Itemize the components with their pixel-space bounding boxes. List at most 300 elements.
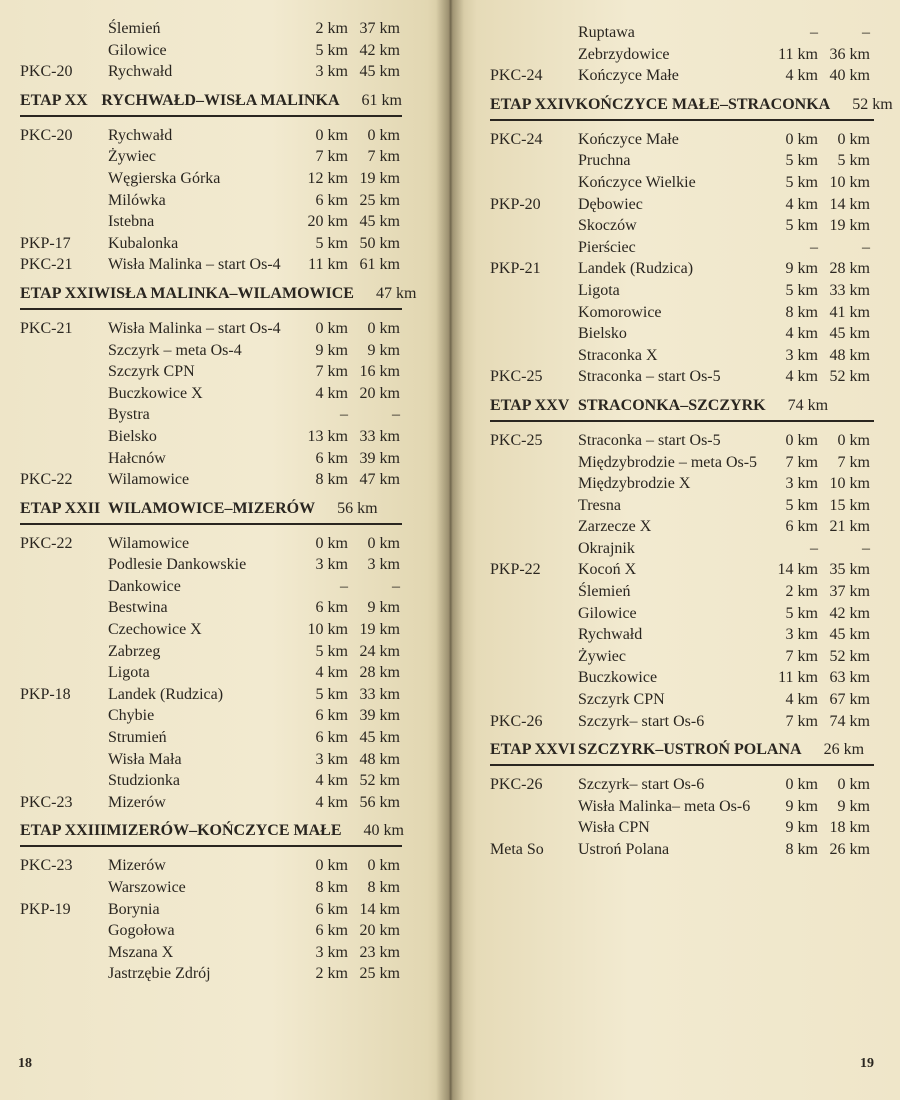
location-name: Kończyce Małe: [578, 67, 679, 85]
segment-distance: 3 km: [315, 63, 348, 81]
location-name: Bielsko: [578, 325, 627, 343]
segment-distance: 9 km: [785, 819, 818, 837]
checkpoint-code: PKP-17: [20, 234, 71, 252]
cumulative-distance: 56 km: [359, 793, 400, 811]
checkpoint-code: PKC-25: [490, 431, 543, 449]
route-row: [490, 280, 882, 302]
segment-distance: 4 km: [315, 772, 348, 790]
route-row: [20, 61, 436, 83]
cumulative-distance: 7 km: [367, 148, 400, 166]
segment-distance: 2 km: [315, 965, 348, 983]
location-name: Rychwałd: [578, 626, 643, 644]
location-name: Borynia: [108, 900, 160, 918]
route-row: [20, 40, 436, 62]
location-name: Ustroń Polana: [578, 841, 670, 858]
cumulative-distance: 8 km: [367, 879, 400, 896]
cumulative-distance: 0 km: [837, 776, 870, 794]
cumulative-distance: 5 km: [837, 152, 870, 170]
cumulative-distance: 0 km: [837, 130, 870, 148]
stage-route: RYCHWAŁD–WISŁA MALINKA: [101, 91, 340, 109]
segment-distance: 0 km: [315, 126, 348, 144]
route-row: [20, 383, 436, 405]
cumulative-distance: 18 km: [829, 819, 870, 837]
segment-distance: 9 km: [315, 341, 348, 359]
stage-section: [20, 819, 436, 985]
segment-distance: 5 km: [315, 685, 348, 703]
cumulative-distance: 23 km: [359, 943, 400, 961]
segment-distance: 0 km: [315, 534, 348, 552]
location-name: Straconka – start Os-5: [578, 431, 721, 449]
stage-total-distance: 26 km: [823, 741, 865, 759]
stage-header: [490, 93, 893, 121]
cumulative-distance: –: [862, 238, 870, 256]
route-row: [20, 963, 436, 985]
segment-distance: 6 km: [315, 707, 348, 725]
location-name: Podlesie Dankowskie: [108, 556, 247, 574]
segment-distance: 6 km: [785, 518, 818, 536]
route-row: [490, 667, 882, 689]
cumulative-distance: 28 km: [829, 260, 870, 278]
checkpoint-code: PKC-22: [20, 471, 73, 489]
right-page: [450, 0, 900, 1100]
segment-distance: 6 km: [315, 599, 348, 617]
location-name: Skoczów: [578, 217, 637, 235]
checkpoint-code: PKC-25: [490, 368, 543, 386]
cumulative-distance: 52 km: [359, 772, 400, 790]
route-row: [20, 146, 436, 168]
cumulative-distance: 33 km: [359, 685, 400, 703]
cumulative-distance: 45 km: [359, 213, 400, 231]
route-row: [20, 469, 436, 491]
route-row: [20, 619, 436, 641]
location-name: Ślemień: [108, 20, 161, 37]
segment-distance: 2 km: [785, 583, 818, 601]
left-page-body: [20, 18, 436, 985]
route-row: [20, 361, 436, 383]
location-name: Mizerów: [108, 857, 166, 875]
stage-header: [20, 819, 402, 847]
route-row: [490, 646, 882, 668]
cumulative-distance: 63 km: [829, 669, 870, 687]
stage-section: [20, 282, 436, 491]
segment-distance: 3 km: [785, 626, 818, 644]
route-row: [20, 705, 436, 727]
segment-distance: 0 km: [785, 776, 818, 794]
segment-distance: 8 km: [315, 471, 348, 489]
location-name: Szczyrk CPN: [578, 691, 665, 709]
location-name: Wilamowice: [108, 534, 190, 552]
segment-distance: 5 km: [785, 152, 818, 170]
location-name: Wisła Malinka – start Os-4: [108, 256, 281, 274]
cumulative-distance: 45 km: [829, 325, 870, 343]
location-name: Wisła CPN: [578, 819, 650, 837]
route-row: [20, 855, 436, 877]
cumulative-distance: 19 km: [359, 621, 400, 639]
stage-section: [20, 89, 436, 276]
location-name: Straconka – start Os-5: [578, 368, 721, 386]
cumulative-distance: 50 km: [359, 234, 400, 252]
cumulative-distance: 25 km: [359, 191, 400, 209]
cumulative-distance: 26 km: [829, 841, 870, 858]
segment-distance: 5 km: [785, 281, 818, 299]
route-row: [490, 624, 882, 646]
checkpoint-code: PKC-24: [490, 130, 543, 148]
stage-total-distance: 47 km: [375, 284, 417, 302]
route-row: [20, 168, 436, 190]
route-row: [490, 22, 882, 44]
location-name: Wisła Malinka – start Os-4: [108, 319, 281, 337]
segment-distance: 9 km: [785, 797, 818, 815]
checkpoint-code: PKC-22: [20, 534, 73, 552]
segment-distance: 9 km: [785, 260, 818, 278]
cumulative-distance: 16 km: [359, 363, 400, 381]
checkpoint-code: PKC-21: [20, 319, 73, 337]
cumulative-distance: –: [862, 24, 870, 41]
segment-distance: 4 km: [315, 793, 348, 811]
cumulative-distance: 10 km: [829, 475, 870, 493]
location-name: Komorowice: [578, 303, 662, 321]
cumulative-distance: 9 km: [367, 599, 400, 617]
route-row: [490, 150, 882, 172]
route-row: [20, 770, 436, 792]
segment-distance: 0 km: [315, 319, 348, 337]
segment-distance: 0 km: [315, 857, 348, 875]
location-name: Zabrzeg: [108, 642, 161, 660]
route-row: [20, 125, 436, 147]
location-name: Mizerów: [108, 793, 166, 811]
segment-distance: 4 km: [785, 195, 818, 213]
location-name: Landek (Rudzica): [578, 260, 694, 278]
stage-number: ETAP XXVI: [490, 741, 576, 759]
location-name: Szczyrk – meta Os-4: [108, 341, 242, 359]
location-name: Mszana X: [108, 943, 174, 961]
segment-distance: 8 km: [785, 841, 818, 858]
route-row: [490, 839, 882, 861]
location-name: Międzybrodzie – meta Os-5: [578, 453, 758, 471]
cumulative-distance: 37 km: [829, 583, 870, 601]
route-row: [20, 684, 436, 706]
route-row: [490, 774, 882, 796]
cumulative-distance: 61 km: [359, 256, 400, 274]
segment-distance: 3 km: [785, 475, 818, 493]
stage-route: STRACONKA–SZCZYRK: [578, 396, 766, 414]
route-row: [20, 340, 436, 362]
stage-number: ETAP XXIII: [20, 822, 107, 840]
cumulative-distance: 9 km: [367, 341, 400, 359]
location-name: Buczkowice X: [108, 384, 203, 402]
stage-header: [20, 497, 402, 525]
segment-distance: 3 km: [315, 556, 348, 574]
route-row: [20, 576, 436, 598]
location-name: Żywiec: [578, 647, 626, 665]
route-row: [20, 662, 436, 684]
route-row: [490, 495, 882, 517]
segment-distance: 0 km: [785, 130, 818, 148]
location-name: Kończyce Małe: [578, 130, 679, 148]
location-name: Tresna: [578, 496, 621, 514]
stage-header: [20, 282, 417, 310]
checkpoint-code: PKC-20: [20, 126, 73, 144]
route-row: [490, 215, 882, 237]
route-row: [490, 194, 882, 216]
segment-distance: 3 km: [315, 943, 348, 961]
route-row: [490, 711, 882, 733]
cumulative-distance: 19 km: [359, 169, 400, 187]
segment-distance: 7 km: [785, 712, 818, 730]
segment-distance: 5 km: [785, 604, 818, 622]
stage-route: MIZERÓW–KOŃCZYCE MAŁE: [106, 822, 342, 840]
stage-total-distance: 61 km: [361, 91, 402, 109]
segment-distance: 11 km: [778, 669, 818, 687]
route-row: [490, 817, 882, 839]
segment-distance: 20 km: [307, 213, 348, 231]
route-row: [20, 404, 436, 426]
location-name: Jastrzębie Zdrój: [108, 965, 211, 983]
location-name: Dankowice: [108, 577, 181, 595]
checkpoint-code: PKP-20: [490, 195, 541, 213]
cumulative-distance: 24 km: [359, 642, 400, 660]
checkpoint-code: PKC-20: [20, 63, 73, 81]
cumulative-distance: 33 km: [359, 427, 400, 445]
location-name: Milówka: [108, 191, 166, 209]
cumulative-distance: 42 km: [829, 604, 870, 622]
segment-distance: 7 km: [785, 647, 818, 665]
segment-distance: 13 km: [307, 427, 348, 445]
checkpoint-code: PKP-19: [20, 900, 71, 918]
route-row: [490, 345, 882, 367]
stage-route: KOŃCZYCE MAŁE–STRACONKA: [575, 95, 831, 113]
route-row: [490, 430, 882, 452]
route-row: [20, 211, 436, 233]
segment-distance: 4 km: [785, 691, 818, 709]
segment-distance: –: [810, 24, 818, 41]
location-name: Pierściec: [578, 238, 636, 256]
cumulative-distance: 37 km: [359, 20, 400, 37]
location-name: Kocoń X: [578, 561, 637, 579]
cumulative-distance: 74 km: [829, 712, 870, 730]
cumulative-distance: 20 km: [359, 384, 400, 402]
route-row: [490, 581, 882, 603]
cumulative-distance: 0 km: [837, 431, 870, 449]
location-name: Ruptawa: [578, 24, 635, 41]
route-row: [490, 172, 882, 194]
segment-distance: 5 km: [315, 642, 348, 660]
location-name: Ligota: [108, 664, 150, 682]
location-name: Bielsko: [108, 427, 157, 445]
segment-distance: 7 km: [315, 148, 348, 166]
cumulative-distance: 21 km: [829, 518, 870, 536]
route-row: [490, 452, 882, 474]
route-row: [20, 554, 436, 576]
cumulative-distance: 19 km: [829, 217, 870, 235]
checkpoint-code: PKC-26: [490, 712, 543, 730]
segment-distance: 5 km: [785, 173, 818, 191]
location-name: Landek (Rudzica): [108, 685, 224, 703]
segment-distance: 4 km: [785, 368, 818, 386]
checkpoint-code: PKP-22: [490, 561, 541, 579]
location-name: Zarzecze X: [578, 518, 652, 536]
route-row: [490, 538, 882, 560]
cumulative-distance: –: [862, 539, 870, 557]
segment-distance: –: [810, 238, 818, 256]
route-row: [20, 877, 436, 899]
route-row: [20, 920, 436, 942]
route-row: [490, 302, 882, 324]
location-name: Ligota: [578, 281, 620, 299]
cumulative-distance: 20 km: [359, 922, 400, 940]
cumulative-distance: 33 km: [829, 281, 870, 299]
segment-distance: –: [810, 539, 818, 557]
location-name: Żywiec: [108, 148, 156, 166]
location-name: Wisła Malinka– meta Os-6: [578, 797, 751, 815]
cumulative-distance: 45 km: [359, 729, 400, 747]
location-name: Szczyrk– start Os-6: [578, 712, 705, 730]
cumulative-distance: 7 km: [837, 453, 870, 471]
segment-distance: 5 km: [315, 41, 348, 59]
location-name: Szczyrk– start Os-6: [578, 776, 705, 794]
cumulative-distance: 39 km: [359, 449, 400, 467]
cumulative-distance: 67 km: [829, 691, 870, 709]
location-name: Studzionka: [108, 772, 180, 790]
stage-route: WILAMOWICE–MIZERÓW: [108, 499, 316, 517]
route-row: [490, 366, 882, 388]
route-row: [20, 426, 436, 448]
location-name: Czechowice X: [108, 621, 202, 639]
route-row: [490, 258, 882, 280]
cumulative-distance: 48 km: [359, 750, 400, 768]
cumulative-distance: 0 km: [367, 319, 400, 337]
location-name: Warszowice: [108, 879, 186, 896]
segment-distance: 3 km: [785, 346, 818, 364]
checkpoint-code: PKC-23: [20, 793, 73, 811]
location-name: Straconka X: [578, 346, 658, 364]
route-row: [490, 44, 882, 66]
cumulative-distance: 0 km: [367, 534, 400, 552]
stage-number: ETAP XXII: [20, 499, 101, 517]
cumulative-distance: 3 km: [367, 556, 400, 574]
cumulative-distance: 14 km: [829, 195, 870, 213]
cumulative-distance: 41 km: [829, 303, 870, 321]
location-name: Istebna: [108, 213, 155, 231]
checkpoint-code: Meta So: [490, 841, 544, 858]
segment-distance: 6 km: [315, 900, 348, 918]
location-name: Wisła Mała: [108, 750, 182, 768]
location-name: Hałcnów: [108, 449, 166, 467]
location-name: Rychwałd: [108, 126, 173, 144]
cumulative-distance: 45 km: [829, 626, 870, 644]
location-name: Bystra: [108, 406, 150, 424]
route-row: [490, 689, 882, 711]
route-row: [20, 749, 436, 771]
route-row: [20, 641, 436, 663]
cumulative-distance: 40 km: [829, 67, 870, 85]
segment-distance: 3 km: [315, 750, 348, 768]
route-row: [490, 237, 882, 259]
segment-distance: 4 km: [315, 664, 348, 682]
route-row: [20, 254, 436, 276]
location-name: Ślemień: [578, 583, 631, 601]
cumulative-distance: 42 km: [359, 41, 400, 59]
segment-distance: 10 km: [307, 621, 348, 639]
segment-distance: 5 km: [785, 496, 818, 514]
route-row: [490, 129, 882, 151]
segment-distance: –: [340, 406, 348, 424]
location-name: Wilamowice: [108, 471, 190, 489]
segment-distance: 6 km: [315, 729, 348, 747]
route-row: [20, 233, 436, 255]
stage-number: ETAP XXI: [20, 284, 94, 302]
cumulative-distance: 45 km: [359, 63, 400, 81]
route-row: [490, 516, 882, 538]
segment-distance: 8 km: [785, 303, 818, 321]
segment-distance: 7 km: [785, 453, 818, 471]
right-page-body: [490, 22, 893, 861]
location-name: Buczkowice: [578, 669, 658, 687]
segment-distance: 6 km: [315, 449, 348, 467]
checkpoint-code: PKC-23: [20, 857, 73, 875]
page-number-right: 19: [860, 1056, 874, 1071]
stage-total-distance: 52 km: [852, 95, 893, 113]
segment-distance: 11 km: [778, 45, 818, 63]
location-name: Kubalonka: [108, 234, 179, 252]
route-row: [490, 65, 882, 87]
segment-distance: 4 km: [785, 67, 818, 85]
segment-distance: 6 km: [315, 191, 348, 209]
location-name: Kończyce Wielkie: [578, 173, 696, 191]
cumulative-distance: 14 km: [359, 900, 400, 918]
location-name: Rychwałd: [108, 63, 173, 81]
location-name: Okrajnik: [578, 539, 635, 557]
location-name: Zebrzydowice: [578, 45, 670, 63]
route-row: [20, 533, 436, 555]
stage-header: [490, 394, 874, 422]
stage-section: [20, 497, 436, 814]
stage-section: [490, 394, 882, 732]
stage-route: SZCZYRK–USTROŃ POLANA: [578, 741, 802, 759]
route-row: [20, 792, 436, 814]
cumulative-distance: 25 km: [359, 965, 400, 983]
route-row: [490, 559, 882, 581]
segment-distance: 6 km: [315, 922, 348, 940]
segment-distance: 4 km: [315, 384, 348, 402]
cumulative-distance: 52 km: [829, 647, 870, 665]
location-name: Bestwina: [108, 599, 168, 617]
segment-distance: 0 km: [785, 431, 818, 449]
route-row: [20, 18, 436, 40]
stage-total-distance: 74 km: [787, 396, 829, 414]
checkpoint-code: PKC-24: [490, 67, 543, 85]
cumulative-distance: 36 km: [829, 45, 870, 63]
location-name: Gilowice: [578, 604, 637, 622]
cumulative-distance: 48 km: [829, 346, 870, 364]
segment-distance: 8 km: [315, 879, 348, 896]
page-number-left: 18: [18, 1056, 32, 1071]
route-row: [20, 190, 436, 212]
location-name: Szczyrk CPN: [108, 363, 195, 381]
segment-distance: 7 km: [315, 363, 348, 381]
route-row: [20, 899, 436, 921]
cumulative-distance: 52 km: [829, 368, 870, 386]
cumulative-distance: –: [392, 406, 400, 424]
cumulative-distance: –: [392, 577, 400, 595]
stage-header: [20, 89, 402, 117]
checkpoint-code: PKP-21: [490, 260, 541, 278]
cumulative-distance: 35 km: [829, 561, 870, 579]
cumulative-distance: 10 km: [829, 173, 870, 191]
segment-distance: 4 km: [785, 325, 818, 343]
segment-distance: 11 km: [308, 256, 348, 274]
cumulative-distance: 47 km: [359, 471, 400, 489]
